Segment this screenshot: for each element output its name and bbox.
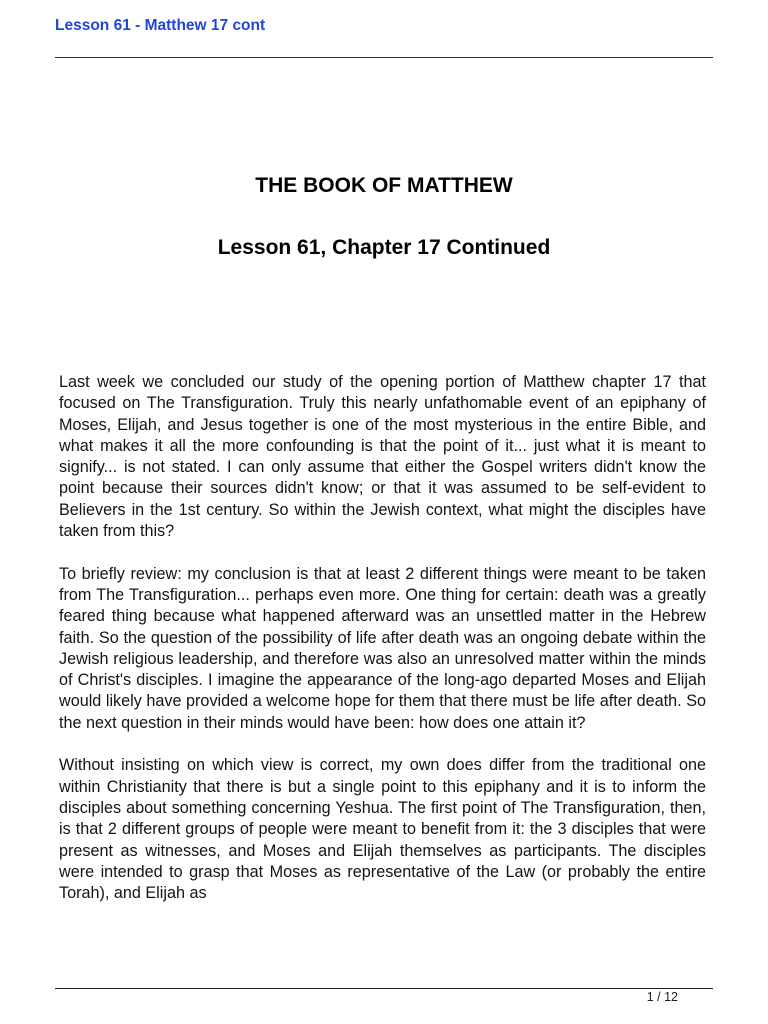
lesson-title: Lesson 61, Chapter 17 Continued [217, 236, 551, 259]
paragraph: Last week we concluded our study of the opening portion of Matthew chapter 17 that focused on The Transfiguration. Truly this nearly unfathomable event of an epiphany of Moses, Elijah, and Jesus together is one of the most mysterious in the entire Bible, and what makes it all the more confounding is that the point of it... just what it is meant to signify... is not stated. I can only assume that either the Gospel writers didn't know the point because their sources didn't know; or that it was assumed to be self-evident to Believers in the 1st century. So within the Jewish context, what might the disciples have taken from this? [59, 373, 706, 541]
footer-divider [55, 988, 713, 989]
header-title: Lesson 61 - Matthew 17 cont [55, 17, 266, 34]
document-body [59, 372, 706, 926]
book-title: THE BOOK OF MATTHEW [255, 174, 513, 197]
paragraph: Without insisting on which view is correct, my own does differ from the traditional one within Christianity that there is but a single point to this epiphany and it is to inform the disciples about something concerning Yeshua. The first point of The Transfiguration, then, is that 2 different groups of people were meant to benefit from it: the 3 disciples that were present as witnesses, and Moses and Elijah themselves as participants. The disciples were intended to grasp that Moses as representative of the Law (or probably the entire Torah), and Elijah as [59, 756, 706, 903]
header-divider [55, 57, 713, 58]
paragraph: To briefly review: my conclusion is that at least 2 different things were meant to be taken from The Transfiguration... perhaps even more. One thing for certain: death was a greatly feared thing because what happened afterward was an unsettled matter in the Hebrew faith. So the question of the possibility of life after death was an ongoing debate within the Jewish religious leadership, and therefore was also an unresolved matter within the minds of Christ's disciples. I imagine the appearance of the long-ago departed Moses and Elijah would likely have provided a welcome hope for them that there must be life after death. So the next question in their minds would have been: how does one attain it? [59, 564, 706, 732]
page-number: 1 / 12 [646, 990, 678, 1004]
